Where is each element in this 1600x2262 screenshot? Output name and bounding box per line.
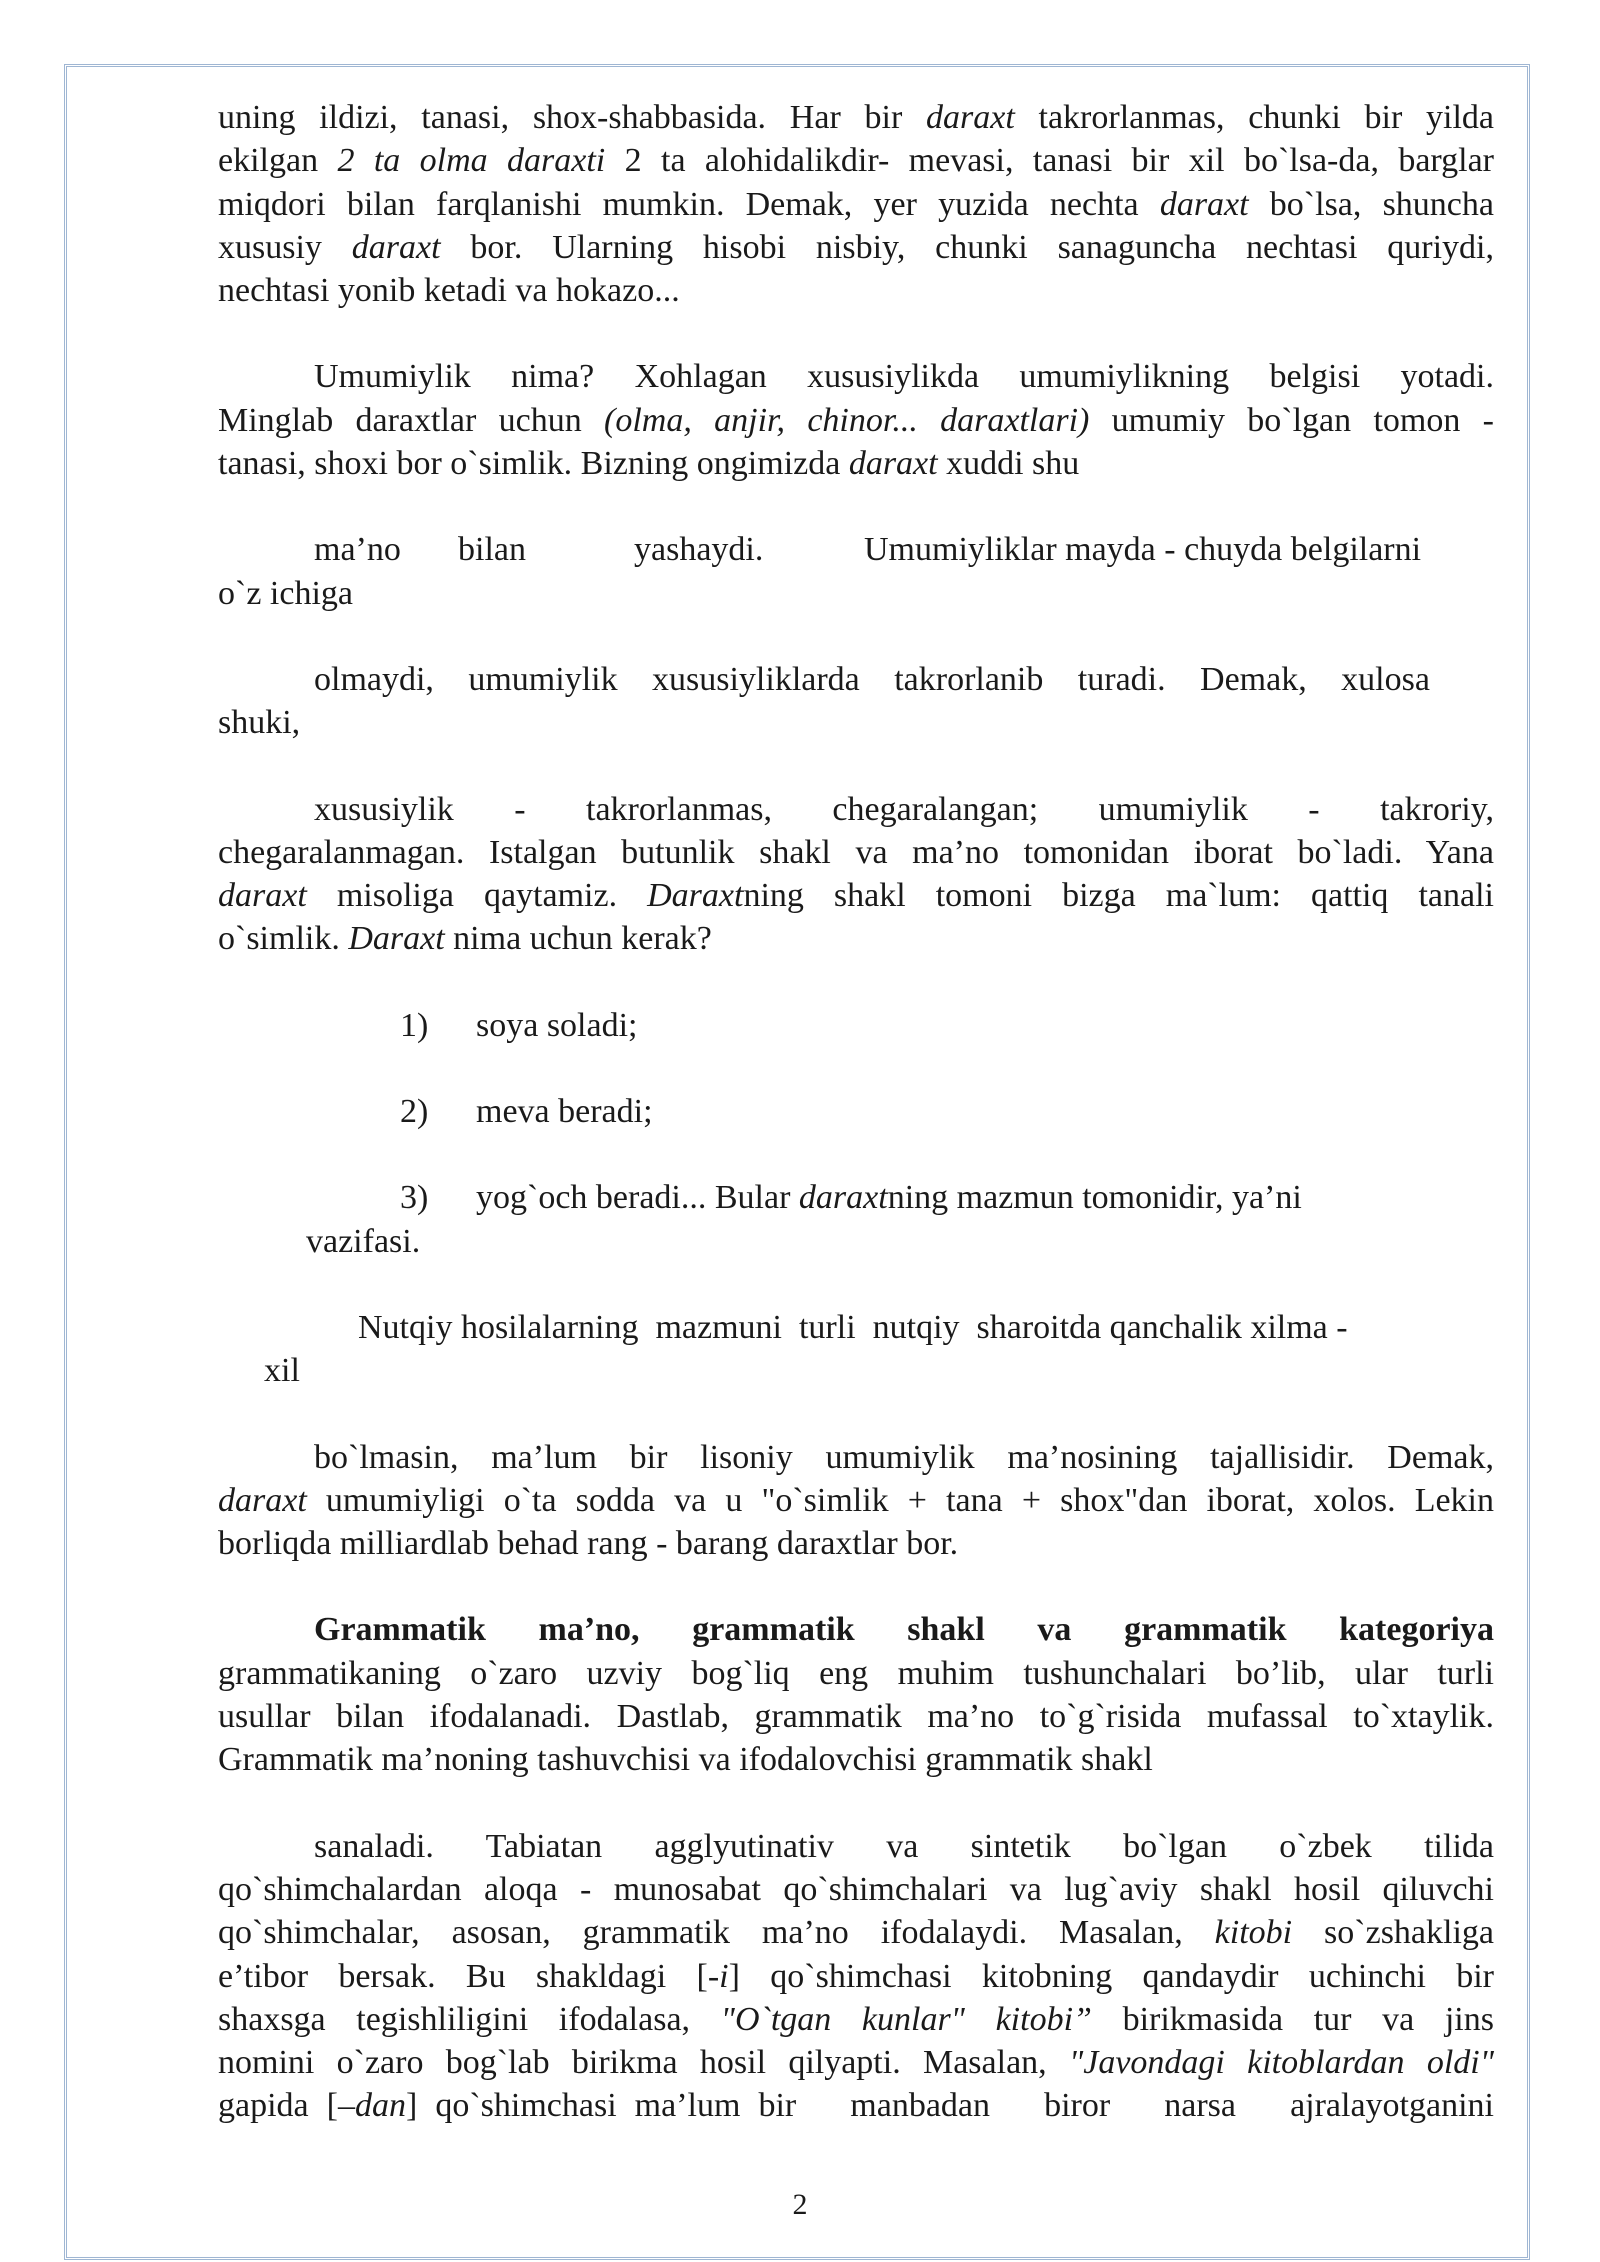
text-line: o`z ichiga [218,574,353,612]
text-line: gapida [–dan] qo`shimchasi ma’lum bir manbadan biror narsa ajralayotganini [218,2087,1494,2125]
text-line: nomini o`zaro bog`lab birikma hosil qilyapti. Masalan, "Javondagi kitoblardan oldi" [218,2044,1494,2082]
text-line: qo`shimchalar, asosan, grammatik ma’no ifodalaydi. Masalan, kitobi so`zshakliga [218,1914,1494,1952]
text-line: borliqda milliardlab behad rang - barang daraxtlar bor. [218,1525,959,1563]
text-line: Umumiylik nima? Xohlagan xususiylikda umumiylikning belgisi yotadi. [314,358,1494,396]
text-line: olmaydi, umumiylik xususiyliklarda takrorlanib turadi. Demak, xulosa [314,660,1430,698]
paragraph-9 [218,1825,1494,2128]
page-content [218,96,1494,2128]
page-number: 2 [792,2188,808,2221]
text-line: daraxt misoliga qaytamiz. Daraxtning shakl tomoni bizga ma`lum: qattiq tanali [218,877,1494,915]
paragraph-2 [218,355,1494,485]
text-line: xil [264,1352,300,1390]
text-line: qo`shimchalardan aloqa - munosabat qo`shimchalari va lug`aviy shakl hosil qiluvchi [218,1870,1494,1908]
text-line: chegaralanmagan. Istalgan butunlik shakl va ma’no tomonidan iborat bo`ladi. Yana [218,833,1494,871]
text-line: bo`lmasin, ma’lum bir lisoniy umumiylik ma’nosining tajallisidir. Demak, [314,1438,1494,1476]
text-line: shaxsga tegishliligini ifodalasa, "O`tgan kunlar" kitobi” birikmasida tur va jins [218,2000,1494,2038]
text-line: Grammatik ma’noning tashuvchisi va ifodalovchisi grammatik shakl [218,1741,1153,1779]
list-item: 2) meva beradi; [400,1093,653,1131]
text-line: grammatikaning o`zaro uzviy bog`liq eng muhim tushunchalari bo’lib, ular turli [218,1654,1494,1692]
text-line: Nutqiy hosilalarning mazmuni turli nutqiy sharoitda qanchalik xilma - [358,1308,1348,1346]
text-line: xususiy daraxt bor. Ularning hisobi nisbiy, chunki sanaguncha nechtasi quriydi, [218,228,1494,266]
text-line: o`simlik. Daraxt nima uchun kerak? [218,920,712,958]
text-line: usullar bilan ifodalanadi. Dastlab, grammatik ma’no to`g`risida mufassal to`xtaylik. [218,1698,1494,1736]
text-line: ekilgan 2 ta olma daraxti 2 ta alohidalikdir- mevasi, tanasi bir xil bo`lsa-da, barglar [218,142,1494,180]
text-line: shuki, [218,704,301,742]
paragraph-4 [218,658,1494,745]
list-item: 3) yog`och beradi... Bular daraxtning mazmun tomonidir, ya’ni vazifasi. [218,1176,1494,1263]
text-line: Minglab daraxtlar uchun (olma, anjir, chinor... daraxtlari) umumiy bo`lgan tomon - [218,401,1494,439]
text-line: uning ildizi, tanasi, shox-shabbasida. Har bir daraxt takrorlanmas, chunki bir yilda [218,99,1494,136]
list-item: 1) soya soladi; [400,1006,638,1044]
paragraph-8 [218,1608,1494,1781]
text-line: tanasi, shoxi bor o`simlik. Bizning ongimizda daraxt xuddi shu [218,445,1080,483]
paragraph-7 [218,1436,1494,1566]
text-line: e’tibor bersak. Bu shakldagi [-i] qo`shimchasi kitobning qandaydir uchinchi bir [218,1957,1494,1995]
text-line: ma’no bilan yashaydi. Umumiyliklar mayda - chuyda belgilarni [314,531,1422,569]
paragraph-1 [218,96,1494,312]
text-line: xususiylik - takrorlanmas, chegaralangan; umumiylik - takroriy, [314,790,1494,828]
text-line: daraxt umumiyligi o`ta sodda va u "o`simlik + tana + shox"dan iborat, xolos. Lekin [218,1481,1494,1519]
text-line: miqdori bilan farqlanishi mumkin. Demak, yer yuzida nechta daraxt bo`lsa, shuncha [218,185,1494,223]
paragraph-3 [218,528,1494,615]
section-heading: Grammatik ma’no, grammatik shakl va grammatik kategoriya [314,1611,1494,1649]
text-line: nechtasi yonib ketadi va hokazo... [218,272,680,310]
paragraph-6 [218,1306,1494,1393]
text-line: sanaladi. Tabiatan agglyutinativ va sintetik bo`lgan o`zbek tilida [314,1827,1494,1865]
text-line: vazifasi. [306,1222,421,1260]
paragraph-5 [218,788,1494,961]
